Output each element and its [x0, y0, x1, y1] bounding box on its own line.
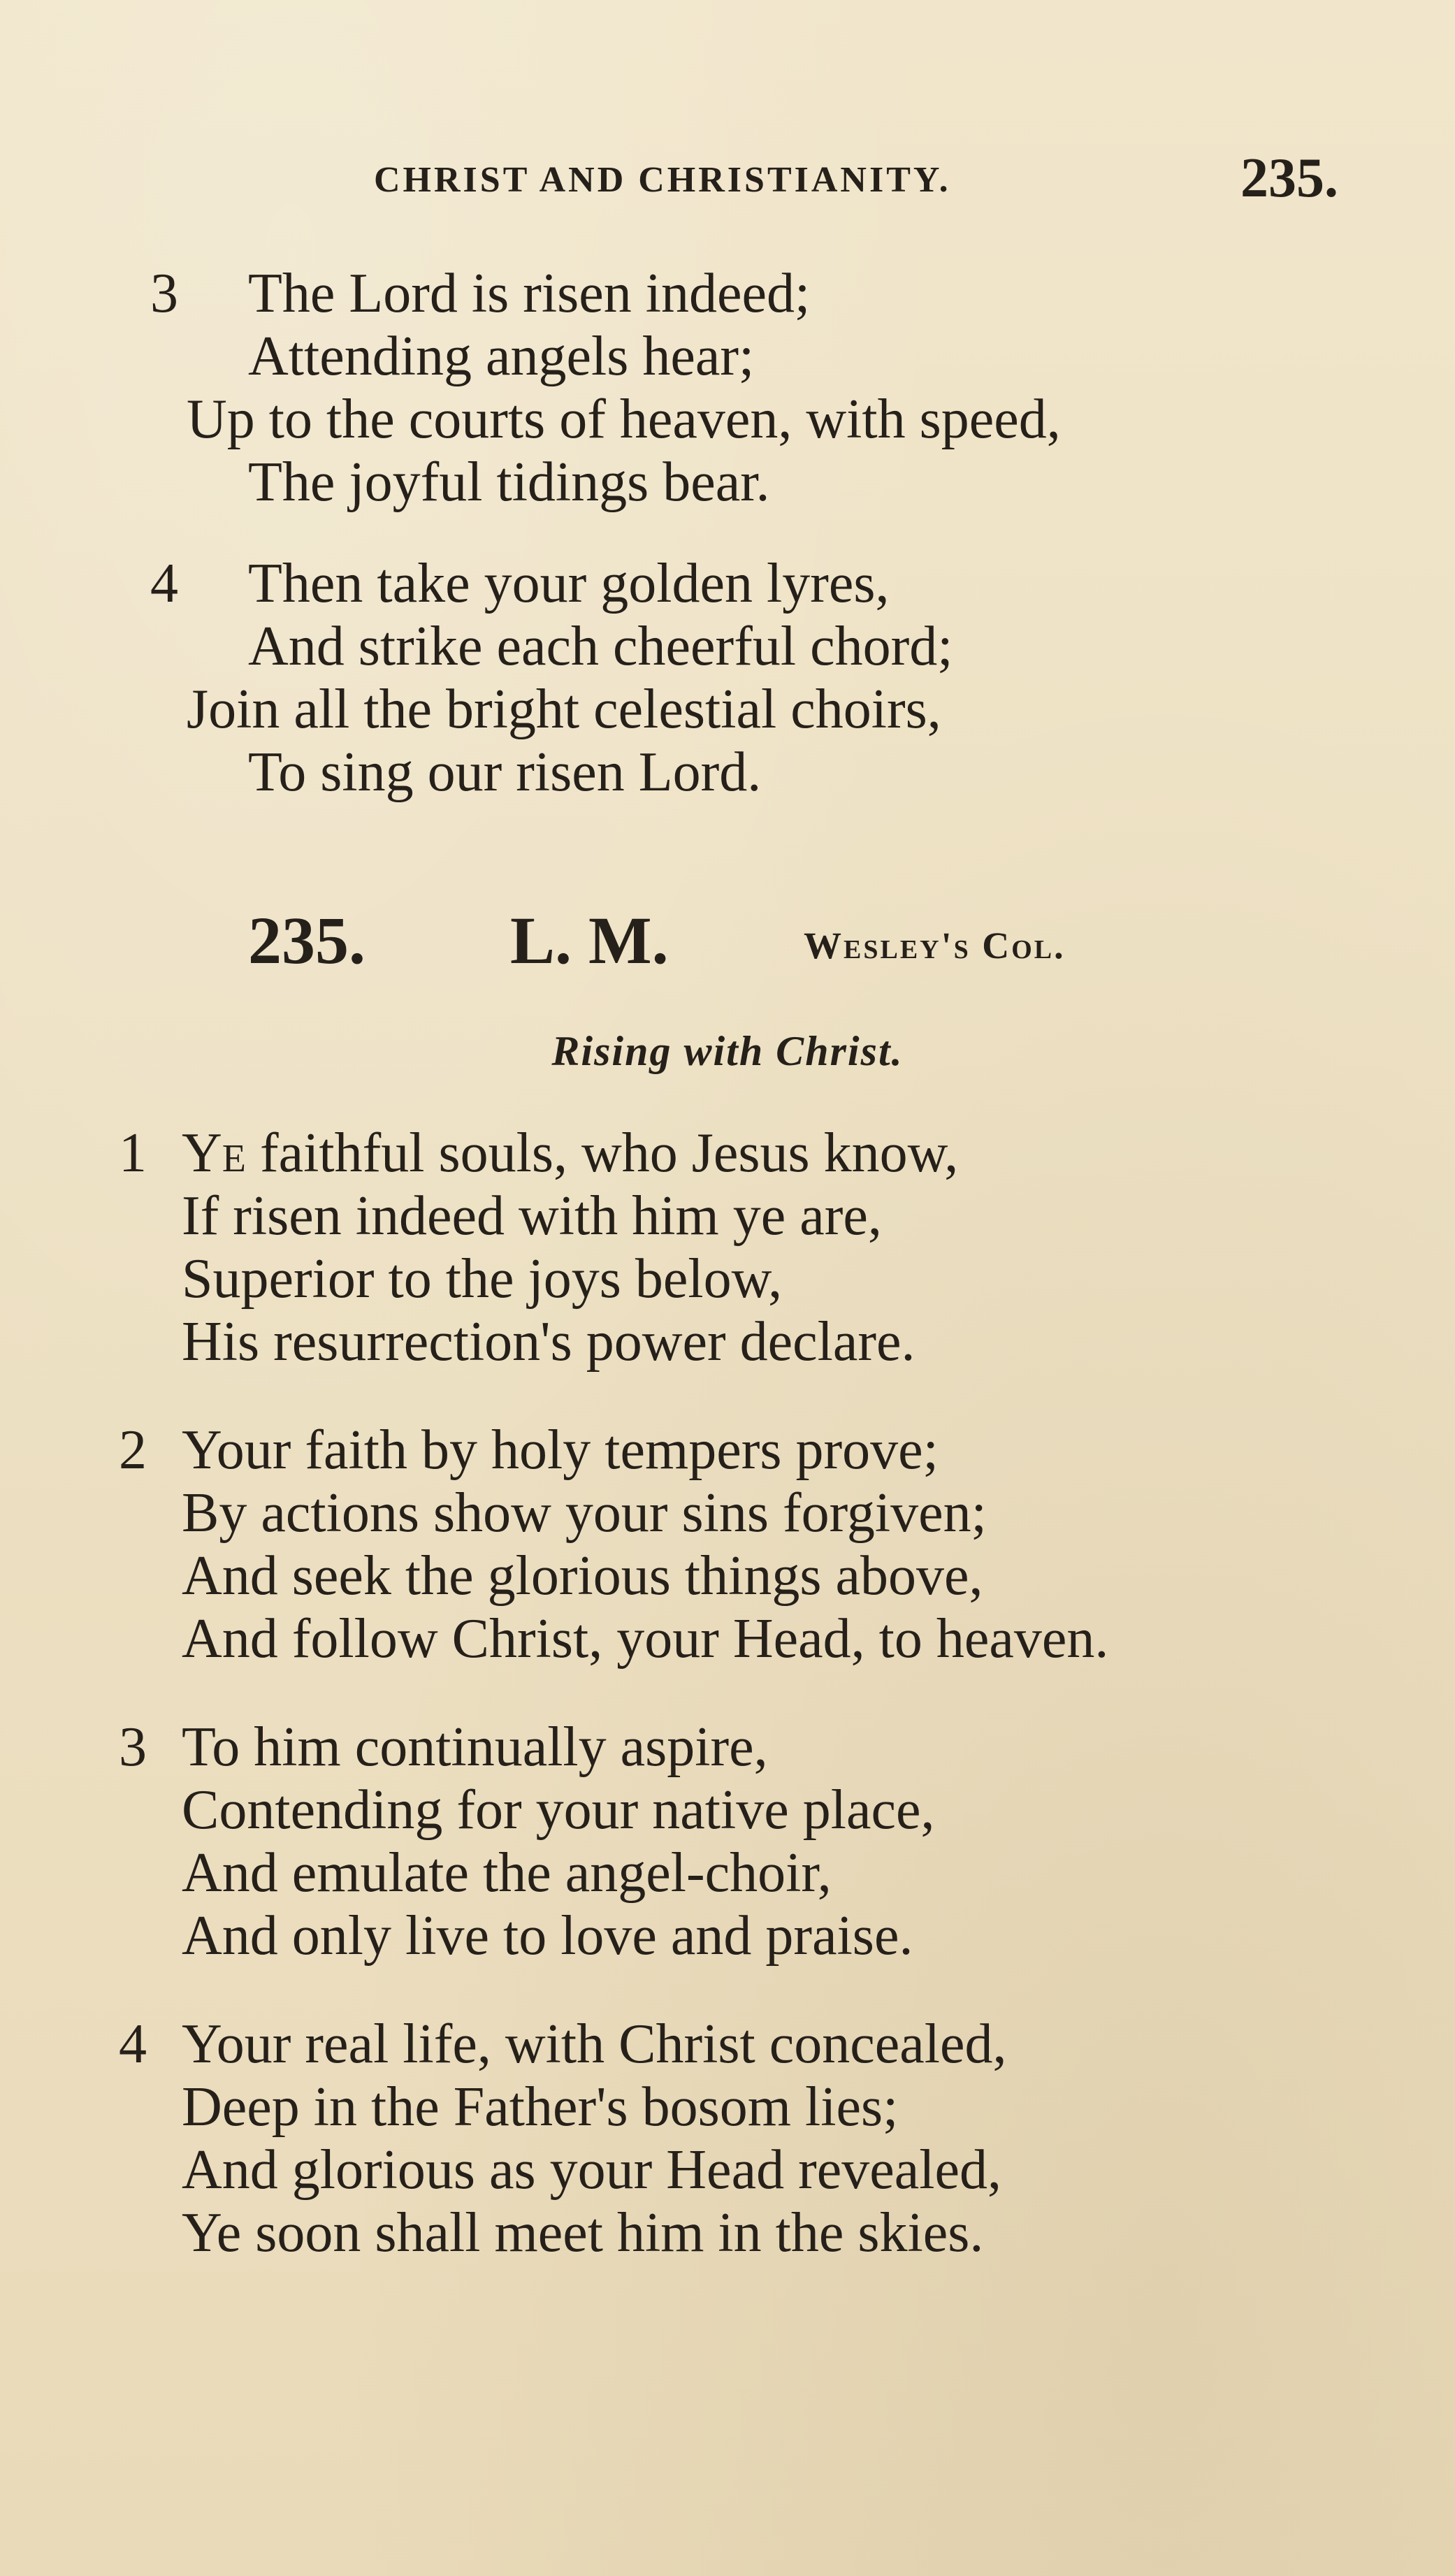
line-text: And seek the glorious things above, [182, 1545, 983, 1607]
stanza-number: 4 [119, 2013, 147, 2075]
hymn-stanza-3 [119, 1716, 1377, 1967]
line-text: To him continually aspire, [182, 1716, 768, 1778]
stanza-number: 1 [119, 1122, 147, 1184]
stanza-line [150, 388, 1338, 451]
stanza-line [119, 1904, 1377, 1967]
stanza-line [119, 2201, 1377, 2264]
stanza-line [119, 1544, 1377, 1607]
hymn-subtitle: Rising with Christ. [551, 1028, 904, 1074]
page-number: 235. [1240, 147, 1338, 209]
stanza-line [119, 1122, 1377, 1185]
line-text [182, 1122, 958, 1185]
line-text: Your faith by holy tempers prove; [182, 1419, 939, 1481]
stanza-line [119, 2139, 1377, 2201]
line-text: Superior to the joys below, [182, 1248, 783, 1310]
line-text: Your real life, with Christ concealed, [182, 2013, 1007, 2075]
stanza-line [119, 1841, 1377, 1904]
line-text: And emulate the angel-choir, [182, 1842, 832, 1904]
stanza-number: 2 [119, 1419, 147, 1481]
stanza-line [119, 1185, 1377, 1247]
line-text: The joyful tidings bear. [248, 451, 770, 513]
first-word: Ye [182, 1122, 246, 1184]
line-text: And only live to love and praise. [182, 1905, 913, 1967]
stanza-line [150, 615, 1338, 678]
running-head [0, 147, 1455, 210]
line-text: Join all the bright celestial choirs, [187, 679, 941, 740]
stanza-line [150, 678, 1338, 741]
hymn-stanza-4 [119, 2013, 1377, 2264]
stanza-line [119, 1482, 1377, 1544]
line-text: And glorious as your Head revealed, [182, 2139, 1001, 2201]
hymn-stanza-1 [119, 1122, 1377, 1373]
stanza-line [119, 1310, 1377, 1373]
running-title: CHRIST AND CHRISTIANITY. [374, 160, 951, 200]
stanza-line [119, 1716, 1377, 1779]
stanza-line [150, 262, 1338, 325]
line-text: Up to the courts of heaven, with speed, [187, 389, 1061, 450]
hymn-header [0, 902, 1455, 992]
line-text: Ye soon shall meet him in the skies. [182, 2202, 984, 2264]
prev-stanza-3 [150, 262, 1338, 514]
hymn-source: Wesley's Col. [804, 925, 1066, 967]
first-line-rest: faithful souls, who Jesus know, [245, 1122, 959, 1184]
stanza-line [150, 741, 1338, 804]
stanza-line [150, 451, 1338, 514]
line-text: Contending for your native place, [182, 1779, 935, 1841]
prev-stanza-4 [150, 552, 1338, 804]
hymn-meter: L. M. [510, 903, 669, 978]
stanza-line [119, 1607, 1377, 1670]
stanza-number: 3 [150, 263, 178, 324]
line-text: By actions show your sins forgiven; [182, 1482, 987, 1544]
stanza-line [119, 2013, 1377, 2076]
line-text: The Lord is risen indeed; [248, 263, 811, 324]
stanza-line [150, 552, 1338, 615]
line-text: And strike each cheerful chord; [248, 616, 953, 677]
line-text: To sing our risen Lord. [248, 741, 762, 803]
line-text: Then take your golden lyres, [248, 553, 890, 614]
stanza-line [119, 2076, 1377, 2139]
stanza-number: 4 [150, 553, 178, 614]
stanza-line [119, 1419, 1377, 1482]
line-text: His resurrection's power declare. [182, 1311, 915, 1373]
line-text: And follow Christ, your Head, to heaven. [182, 1608, 1109, 1670]
stanza-line [119, 1247, 1377, 1310]
stanza-line [119, 1779, 1377, 1841]
stanza-number: 3 [119, 1716, 147, 1778]
line-text: Attending angels hear; [248, 326, 755, 387]
hymn-number: 235. [248, 903, 365, 978]
line-text: If risen indeed with him ye are, [182, 1185, 882, 1247]
line-text: Deep in the Father's bosom lies; [182, 2076, 899, 2138]
stanza-line [150, 325, 1338, 388]
hymn-stanza-2 [119, 1419, 1377, 1670]
